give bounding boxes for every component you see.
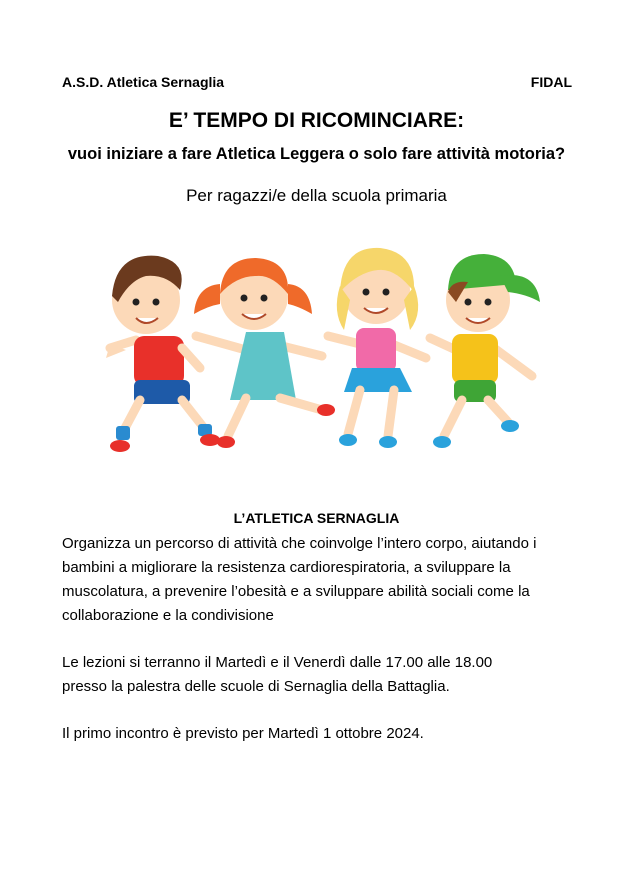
page-subtitle: vuoi iniziare a fare Atletica Leggera o solo fare attività motoria? [67, 145, 566, 163]
running-girl-pink-shirt-icon [328, 248, 426, 448]
page-title: E’ TEMPO DI RICOMINCIARE: [168, 109, 465, 132]
schedule-location: presso la palestra delle scuole di Sernaglia della Battaglia. [62, 678, 450, 695]
schedule-info [62, 651, 582, 699]
federation-name: FIDAL [530, 74, 572, 90]
schedule-days-time: Le lezioni si terranno il Martedì e il Venerdì dalle 17.00 alle 18.00 [62, 654, 493, 671]
organization-name: A.S.D. Atletica Sernaglia [62, 74, 225, 90]
section-heading: L’ATLETICA SERNAGLIA [233, 510, 400, 526]
running-girl-teal-dress-icon [194, 258, 335, 448]
first-meeting-note: Il primo incontro è previsto per Martedì 1 ottobre 2024. [62, 725, 424, 742]
section-description: Organizza un percorso di attività che coinvolge l’intero corpo, aiutando i bambini a migliorare la resistenza cardiorespiratoria, a sviluppare la muscolatura, a prevenire l’obesità e a sviluppare abilità sociali come la collaborazione e la condivisione [62, 535, 537, 624]
running-boy-red-shirt-icon [106, 256, 220, 452]
running-boy-green-cap-icon [430, 254, 540, 448]
target-audience: Per ragazzi/e della scuola primaria [186, 186, 447, 205]
running-children-illustration [96, 240, 548, 458]
